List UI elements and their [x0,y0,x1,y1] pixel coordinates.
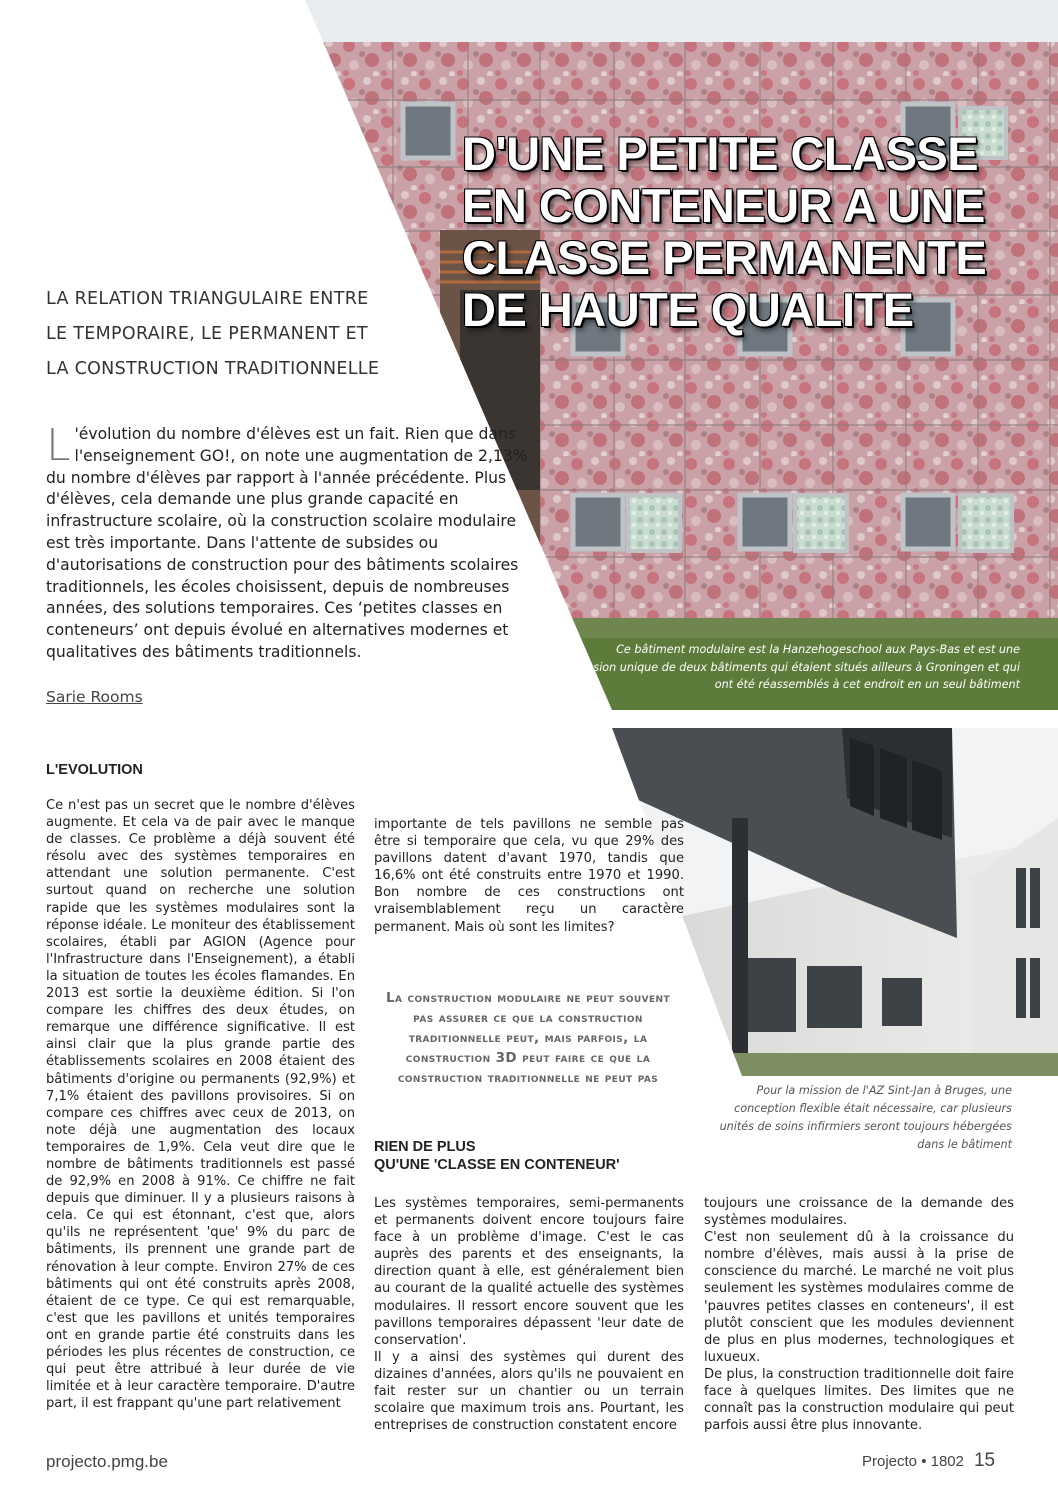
title-line: CLASSE PERMANENTE [462,231,987,284]
heading-line: QU'UNE 'CLASSE EN CONTENEUR' [374,1157,620,1173]
intro-paragraph [46,420,530,664]
intro-text: 'évolution du nombre d'élèves est un fait. Rien que dans l'enseignement GO!, on note une augmentation de 2,13% du nombre d'élèves par rapport à l'année précédente. Plus d'élèves, cela demande une plus grande capacité en infrastructure scolaire, où la construction scolaire modulaire est très importante. Dans l'attente de subsides ou d'autorisations de construction pour des bâtiments scolaires traditionnels, les écoles choisissent, depuis de nombreuses années, des solutions temporaires. Ces ‘petites classes en conteneurs’ ont depuis évolué en alternatives modernes et qualitatives des bâtiments traditionnels. [46,425,528,661]
paragraph: toujours une croissance de la demande des systèmes modulaires. [704,1196,1014,1229]
paragraph: De plus, la construction traditionnelle doit faire face à quelques limites. Des limites que ne connaît pas la construction modulaire qui peut parfois aussi être plus innovante. [704,1366,1014,1434]
body-column [374,816,684,936]
title-line: D'UNE PETITE CLASSE [462,127,979,180]
subtitle-line: LA RELATION TRIANGULAIRE ENTRE [46,289,369,309]
paragraph: Il y a ainsi des systèmes qui durent des dizaines d'années, alors qu'ils ne pouvaient en fait rester sur un chantier ou un terrain scolaire que maximum trois ans. Pourtant, les entreprises de construction constatent encore [374,1349,684,1434]
paragraph: C'est non seulement dû à la croissance du nombre d'élèves, mais aussi à la prise de conscience du marché. Le marché ne voit plus seulement les systèmes modulaires comme de 'pauvres petites classes en conteneurs', il est plutôt conscient que les modules deviennent de plus en plus modernes, technologiques et luxueux. [704,1230,1014,1365]
pull-quote: La construction modulaire ne peut souvent pas assurer ce que la construction traditionnelle peut, mais parfois, la construction 3D peut faire ce que la construction traditionnelle ne peut pas [385,990,670,1086]
photo-caption: Pour la mission de l'AZ Sint-Jan à Bruges, une conception flexible était nécessaire, car plusieurs unités de soins infirmiers seront toujours hébergées dans le bâtiment [719,1084,1012,1151]
page-number: 15 [973,1450,996,1471]
paragraph: Les systèmes temporaires, semi-permanents et permanents doivent encore toujours faire face à un problème d'image. C'est le cas auprès des parents et des enseignants, la direction quant à elle, est généralement bien au courant de la qualité actuelle des systèmes modulaires. Il ressort encore souvent que les pavillons temporaires dépassent 'leur date de conservation'. [374,1196,684,1348]
article-title [462,128,1022,336]
heading-line: RIEN DE PLUS [374,1139,476,1155]
paragraph: importante de tels pavillons ne semble pas être si temporaire que cela, vu que 29% des pavillons datent d'avant 1970, tandis que 16,6% ont été construits entre 1970 et 1990. Bon nombre de ces constructions ont vraisemblablement reçu un caractère permanent. Mais où sont les limites? [374,817,684,935]
footer-url[interactable]: projecto.pmg.be [46,1452,168,1471]
section-heading: L'EVOLUTION [46,762,143,778]
article-subtitle [46,282,416,387]
subtitle-line: LA CONSTRUCTION TRADITIONNELLE [46,359,380,379]
photo-caption: Ce bâtiment modulaire est la Hanzehogeschool aux Pays-Bas et est une extension unique de deux bâtiments qui étaient situés ailleurs à Groningen et qui ont été réassemblés à cet endroit en un seul bâtiment [561,643,1020,691]
section-heading [374,1138,684,1174]
title-line: EN CONTENEUR A UNE [462,179,985,232]
drop-cap: L [46,420,71,471]
title-line: DE HAUTE QUALITE [462,283,914,336]
subtitle-line: LE TEMPORAIRE, LE PERMANENT ET [46,324,368,344]
body-column [46,797,355,1412]
body-column [704,1195,1014,1434]
paragraph: Ce n'est pas un secret que le nombre d'élèves augmente. Et cela va de pair avec le manque de classes. Ce problème a déjà souvent été résolu avec des systèmes temporaires en attendant une solution permanente. C'est surtout quand on recherche une solution rapide que les systèmes modulaires sont la réponse idéale. Le moniteur des établissement scolaires, établi par AGION (Agence pour l'Infrastructure dans l'Enseignement), a établi la situation de toutes les écoles flamandes. En 2013 est sortie la deuxième édition. Si l'on compare les chiffres des deux études, on remarque une différence significative. Il est ainsi clair que la plus grande partie des établissements scolaires en 2008 étaient des bâtiments d'origine ou permanents (92,9%) et 7,1% étaient des pavillons provisoires. Si on compare ces chiffres avec ceux de 2013, on note déjà une augmentation des locaux temporaires de 1,9%. Cela veut dire que le nombre de bâtiments traditionnels est passé de 92,9% en 2008 à 91%. Ce chiffre ne fait depuis que diminuer. Il y a plusieurs raisons à cela. Ce qui est étonnant, c'est que, alors qu'ils ne représentent 'que' 9% du parc de bâtiments, ils prennent une grande part de rénovation à leur compte. Environ 27% de ces bâtiments qui ont été construits après 2008, étaient de ce type. Ce qui est remarquable, c'est que les pavillons et unités temporaires ont en grande partie été construits dans les périodes les plus récentes de construction, ce qui peut être attribué à leur durée de vie limitée et à leur caractère temporaire. D'autre part, il est frappant qu'une part relativement [46,798,355,1412]
author-byline: Sarie Rooms [46,688,143,706]
magazine-issue: Projecto • 1802 [862,1453,964,1470]
body-column [374,1195,684,1434]
footer-pagination [862,1450,995,1472]
